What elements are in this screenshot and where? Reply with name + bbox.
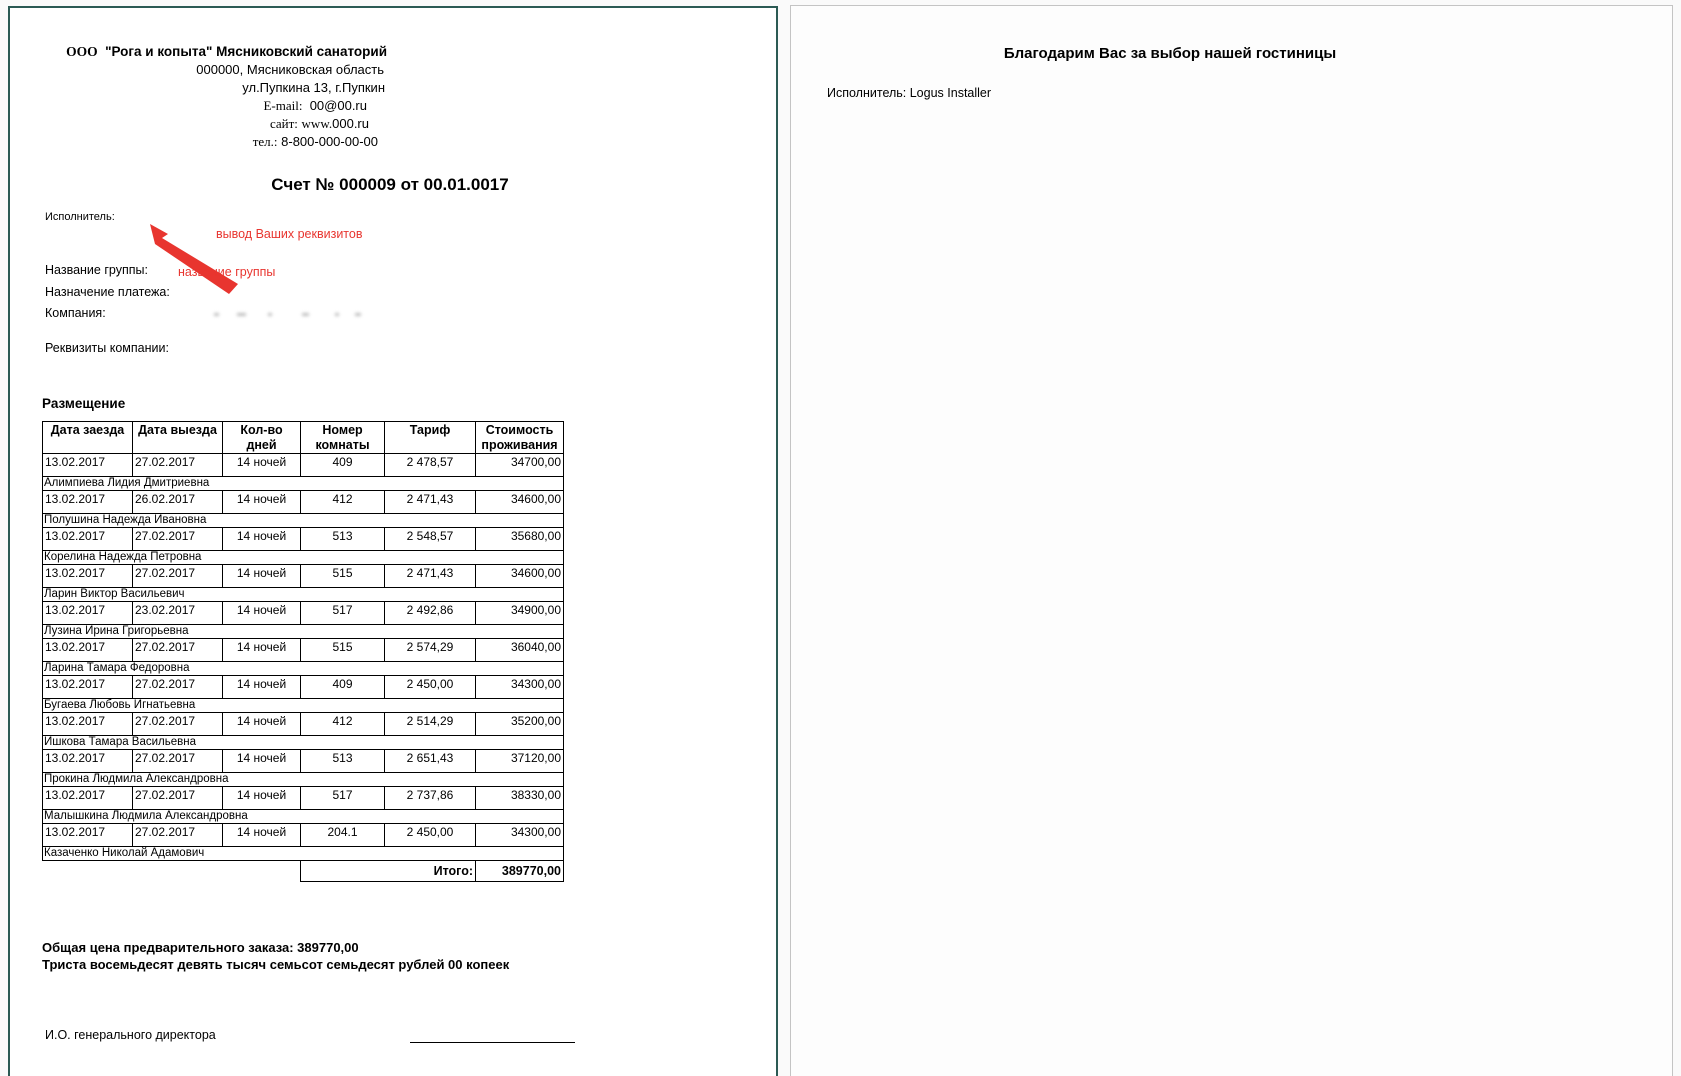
right-executor-line: Исполнитель: Logus Installer xyxy=(827,86,992,100)
cell-days: 14 ночей xyxy=(223,750,301,773)
guest-name: Корелина Надежда Петровна xyxy=(43,551,564,565)
cell-rate: 2 450,00 xyxy=(385,824,476,847)
cell-rate: 2 471,43 xyxy=(385,565,476,588)
cell-departure-date: 27.02.2017 xyxy=(133,639,223,662)
cell-room-number: 412 xyxy=(301,491,385,514)
cell-arrival-date: 13.02.2017 xyxy=(43,454,133,477)
cell-days: 14 ночей xyxy=(223,565,301,588)
cell-days: 14 ночей xyxy=(223,787,301,810)
cell-cost: 34600,00 xyxy=(476,491,564,514)
cell-room-number: 204.1 xyxy=(301,824,385,847)
cell-departure-date: 27.02.2017 xyxy=(133,676,223,699)
stay-row xyxy=(43,528,564,551)
cell-room-number: 412 xyxy=(301,713,385,736)
stay-row xyxy=(43,713,564,736)
stay-row xyxy=(43,787,564,810)
cell-arrival-date: 13.02.2017 xyxy=(43,750,133,773)
executor-label: Исполнитель: xyxy=(45,211,115,223)
cell-cost: 38330,00 xyxy=(476,787,564,810)
cell-arrival-date: 13.02.2017 xyxy=(43,676,133,699)
guest-name: Бугаева Любовь Игнатьевна xyxy=(43,699,564,713)
column-header: Стоимость проживания xyxy=(476,422,564,454)
thanks-page xyxy=(790,5,1673,1076)
cell-room-number: 517 xyxy=(301,787,385,810)
cell-days: 14 ночей xyxy=(223,491,301,514)
invoice-page xyxy=(8,6,778,1076)
phone-label: тел.: xyxy=(252,134,278,149)
cell-arrival-date: 13.02.2017 xyxy=(43,491,133,514)
guest-name-row xyxy=(43,625,564,639)
cell-days: 14 ночей xyxy=(223,676,301,699)
cell-rate: 2 450,00 xyxy=(385,676,476,699)
company-header-block xyxy=(57,43,387,151)
total-price-line: Общая цена предварительного заказа: 389770,00 xyxy=(42,940,359,955)
column-header: Кол-во дней xyxy=(223,422,301,454)
guest-name-row xyxy=(43,514,564,528)
company-phone-line xyxy=(57,133,387,151)
guest-name: Казаченко Николай Адамович xyxy=(43,847,564,861)
cell-cost: 34700,00 xyxy=(476,454,564,477)
company-prefix: ООО xyxy=(66,44,98,59)
cell-cost: 34300,00 xyxy=(476,676,564,699)
email-value: 00@00.ru xyxy=(309,98,367,113)
company-value-smudge xyxy=(210,308,395,320)
cell-arrival-date: 13.02.2017 xyxy=(43,713,133,736)
cell-rate: 2 514,29 xyxy=(385,713,476,736)
cell-cost: 35680,00 xyxy=(476,528,564,551)
stay-row xyxy=(43,491,564,514)
stay-row xyxy=(43,565,564,588)
total-in-words-line: Триста восемьдесят девять тысяч семьсот семьдесят рублей 00 копеек xyxy=(42,957,510,972)
cell-cost: 35200,00 xyxy=(476,713,564,736)
guest-name-row xyxy=(43,662,564,676)
cell-departure-date: 27.02.2017 xyxy=(133,713,223,736)
cell-days: 14 ночей xyxy=(223,713,301,736)
cell-departure-date: 27.02.2017 xyxy=(133,528,223,551)
company-address-line2: ул.Пупкина 13, г.Пупкин xyxy=(242,80,385,95)
cell-days: 14 ночей xyxy=(223,454,301,477)
stay-row xyxy=(43,750,564,773)
total-spacer xyxy=(43,861,301,882)
cell-departure-date: 27.02.2017 xyxy=(133,750,223,773)
total-row xyxy=(43,861,564,882)
cell-departure-date: 27.02.2017 xyxy=(133,824,223,847)
column-header: Тариф xyxy=(385,422,476,454)
cell-room-number: 515 xyxy=(301,565,385,588)
company-address-line1: 000000, Мясниковская область xyxy=(196,62,384,77)
guest-name-row xyxy=(43,847,564,861)
guest-name-row xyxy=(43,736,564,750)
guest-name: Полушина Надежда Ивановна xyxy=(43,514,564,528)
guest-name: Лузина Ирина Григорьевна xyxy=(43,625,564,639)
cell-rate: 2 651,43 xyxy=(385,750,476,773)
cell-room-number: 517 xyxy=(301,602,385,625)
cell-arrival-date: 13.02.2017 xyxy=(43,602,133,625)
group-name-label: Название группы: xyxy=(45,263,148,277)
stay-row xyxy=(43,602,564,625)
site-domain: 000.ru xyxy=(332,116,369,131)
cell-cost: 34900,00 xyxy=(476,602,564,625)
company-name: "Рога и копыта" Мясниковский санаторий xyxy=(105,44,387,59)
site-www: www. xyxy=(301,116,333,131)
thanks-title: Благодарим Вас за выбор нашей гостиницы xyxy=(1003,45,1337,62)
cell-cost: 34300,00 xyxy=(476,824,564,847)
guest-name: Малышкина Людмила Александровна xyxy=(43,810,564,824)
total-label: Итого: xyxy=(301,861,476,882)
guest-name-row xyxy=(43,699,564,713)
cell-rate: 2 478,57 xyxy=(385,454,476,477)
accommodation-table xyxy=(42,421,564,882)
cell-room-number: 513 xyxy=(301,528,385,551)
cell-rate: 2 492,86 xyxy=(385,602,476,625)
cell-rate: 2 574,29 xyxy=(385,639,476,662)
column-header: Дата заезда xyxy=(43,422,133,454)
cell-days: 14 ночей xyxy=(223,528,301,551)
cell-cost: 36040,00 xyxy=(476,639,564,662)
signature-line xyxy=(410,1018,575,1043)
guest-name-row xyxy=(43,551,564,565)
guest-name: Ишкова Тамара Васильевна xyxy=(43,736,564,750)
cell-departure-date: 27.02.2017 xyxy=(133,787,223,810)
company-email-line xyxy=(57,97,387,115)
guest-name-row xyxy=(43,773,564,787)
annotation-requisites-note: вывод Ваших реквизитов xyxy=(216,227,363,241)
payment-purpose-label: Назначение платежа: xyxy=(45,285,170,299)
cell-arrival-date: 13.02.2017 xyxy=(43,824,133,847)
guest-name-row xyxy=(43,588,564,602)
invoice-title: Счет № 000009 от 00.01.0017 xyxy=(271,175,509,194)
table-header-row xyxy=(43,422,564,454)
cell-cost: 34600,00 xyxy=(476,565,564,588)
stay-row xyxy=(43,824,564,847)
company-requisites-label: Реквизиты компании: xyxy=(45,341,169,355)
cell-rate: 2 471,43 xyxy=(385,491,476,514)
cell-days: 14 ночей xyxy=(223,639,301,662)
cell-departure-date: 27.02.2017 xyxy=(133,454,223,477)
cell-room-number: 409 xyxy=(301,676,385,699)
guest-name: Ларин Виктор Васильевич xyxy=(43,588,564,602)
total-value: 389770,00 xyxy=(476,861,564,882)
guest-name: Ларина Тамара Федоровна xyxy=(43,662,564,676)
cell-arrival-date: 13.02.2017 xyxy=(43,565,133,588)
cell-room-number: 513 xyxy=(301,750,385,773)
guest-name: Алимпиева Лидия Дмитриевна xyxy=(43,477,564,491)
cell-departure-date: 27.02.2017 xyxy=(133,565,223,588)
cell-rate: 2 737,86 xyxy=(385,787,476,810)
company-site-line xyxy=(57,115,387,133)
guest-name-row xyxy=(43,810,564,824)
company-name-line xyxy=(57,43,387,61)
company-field-label: Компания: xyxy=(45,306,106,320)
cell-rate: 2 548,57 xyxy=(385,528,476,551)
cell-arrival-date: 13.02.2017 xyxy=(43,787,133,810)
phone-value: 8-800-000-00-00 xyxy=(281,134,378,149)
cell-cost: 37120,00 xyxy=(476,750,564,773)
stay-row xyxy=(43,676,564,699)
signature-title-label: И.О. генерального директора xyxy=(45,1028,216,1042)
cell-room-number: 409 xyxy=(301,454,385,477)
cell-room-number: 515 xyxy=(301,639,385,662)
cell-departure-date: 26.02.2017 xyxy=(133,491,223,514)
site-label: сайт: xyxy=(269,116,298,131)
guest-name-row xyxy=(43,477,564,491)
cell-arrival-date: 13.02.2017 xyxy=(43,639,133,662)
annotation-group-note: название группы xyxy=(178,265,276,279)
stay-row xyxy=(43,454,564,477)
column-header: Номер комнаты xyxy=(301,422,385,454)
accommodation-section-title: Размещение xyxy=(42,396,126,411)
guest-name: Прокина Людмила Александровна xyxy=(43,773,564,787)
email-label: E-mail: xyxy=(263,98,303,113)
stay-row xyxy=(43,639,564,662)
cell-departure-date: 23.02.2017 xyxy=(133,602,223,625)
cell-arrival-date: 13.02.2017 xyxy=(43,528,133,551)
cell-days: 14 ночей xyxy=(223,824,301,847)
cell-days: 14 ночей xyxy=(223,602,301,625)
column-header: Дата выезда xyxy=(133,422,223,454)
